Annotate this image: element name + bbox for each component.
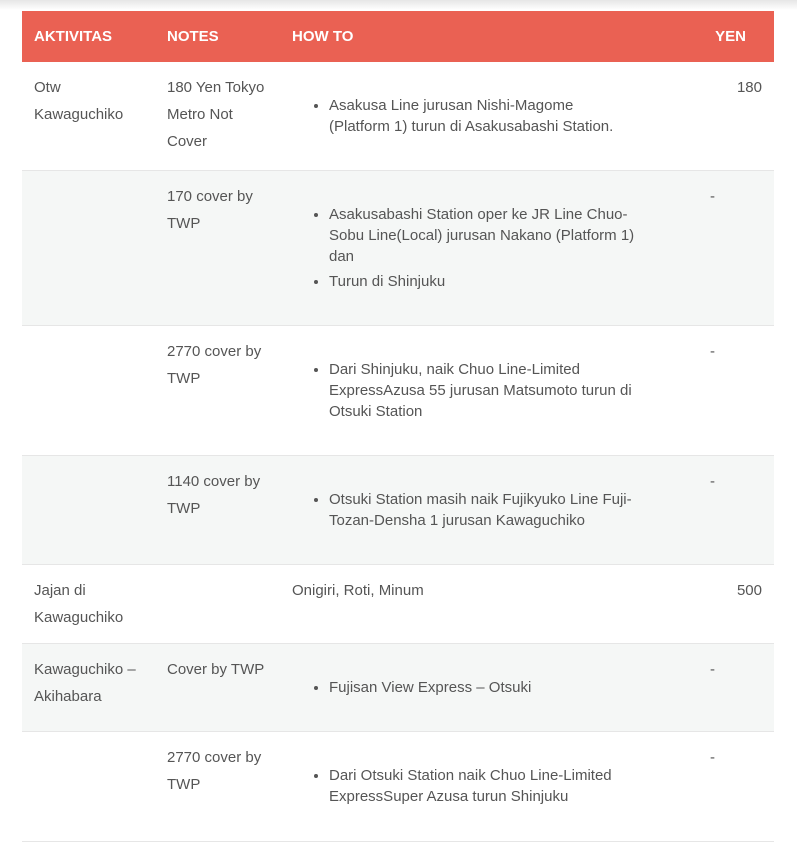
cell-aktivitas: Kawaguchiko – Akihabara [22, 643, 155, 731]
cell-aktivitas [22, 731, 155, 841]
howto-step: • Dari Otsuki Station naik Chuo Line-Limited ExpressSuper Azusa turun Shinjuku [329, 765, 638, 807]
cell-notes: 180 Yen Tokyo Metro Not Cover [155, 62, 280, 170]
cell-yen: - [690, 455, 774, 564]
howto-list [292, 468, 678, 531]
header-howto: HOW TO [292, 28, 354, 45]
cell-yen: - [690, 325, 774, 455]
howto-list [292, 656, 678, 698]
cell-notes: 2770 cover by TWP [155, 731, 280, 841]
cell-yen: - [690, 643, 774, 731]
cell-howto [280, 455, 690, 564]
howto-step: • Dari Shinjuku, naik Chuo Line-Limited ExpressAzusa 55 jurusan Matsumoto turun di Otsuki Station [329, 359, 638, 422]
cell-notes: Cover by TWP [155, 643, 280, 731]
cell-notes: 2770 cover by TWP [155, 325, 280, 455]
header-aktivitas: AKTIVITAS [34, 28, 113, 45]
table-row [22, 643, 774, 731]
header-yen: YEN [715, 28, 746, 45]
cell-howto [280, 643, 690, 731]
howto-step: • Otsuki Station masih naik Fujikyuko Line Fuji-Tozan-Densha 1 jurusan Kawaguchiko [329, 489, 638, 531]
cell-yen: 500 [690, 564, 774, 643]
table-row [22, 62, 774, 170]
howto-step: • Asakusabashi Station oper ke JR Line Chuo-Sobu Line(Local) jurusan Nakano (Platform 1) dan [329, 204, 638, 267]
cell-aktivitas: Jajan di Kawaguchiko [22, 564, 155, 643]
howto-list [292, 338, 678, 422]
howto-list [292, 183, 678, 292]
howto-step: • Fujisan View Express – Otsuki [329, 677, 638, 698]
cell-notes: 1140 cover by TWP [155, 455, 280, 564]
cell-howto [280, 731, 690, 841]
howto-step: • Asakusa Line jurusan Nishi-Magome (Platform 1) turun di Asakusabashi Station. [329, 95, 638, 137]
cell-howto [280, 564, 690, 643]
cell-howto [280, 325, 690, 455]
top-shadow [0, 0, 797, 10]
table-row [22, 170, 774, 325]
header-notes: NOTES [167, 28, 219, 45]
table-row [22, 455, 774, 564]
cell-aktivitas: Otw Kawaguchiko [22, 62, 155, 170]
cell-yen: - [690, 170, 774, 325]
cell-notes [155, 564, 280, 643]
howto-text: Onigiri, Roti, Minum [292, 581, 424, 599]
table-header-row [22, 11, 774, 62]
table-row [22, 564, 774, 643]
cell-aktivitas [22, 325, 155, 455]
cell-yen: - [690, 731, 774, 841]
cell-howto [280, 62, 690, 170]
cell-notes: 170 cover by TWP [155, 170, 280, 325]
table-row [22, 731, 774, 841]
howto-step: • Turun di Shinjuku [329, 271, 638, 292]
table-row [22, 325, 774, 455]
cell-aktivitas [22, 455, 155, 564]
howto-list [292, 74, 678, 137]
howto-list [292, 744, 678, 807]
cell-howto [280, 170, 690, 325]
itinerary-table [22, 11, 774, 842]
cell-aktivitas [22, 170, 155, 325]
cell-yen: 180 [690, 62, 774, 170]
